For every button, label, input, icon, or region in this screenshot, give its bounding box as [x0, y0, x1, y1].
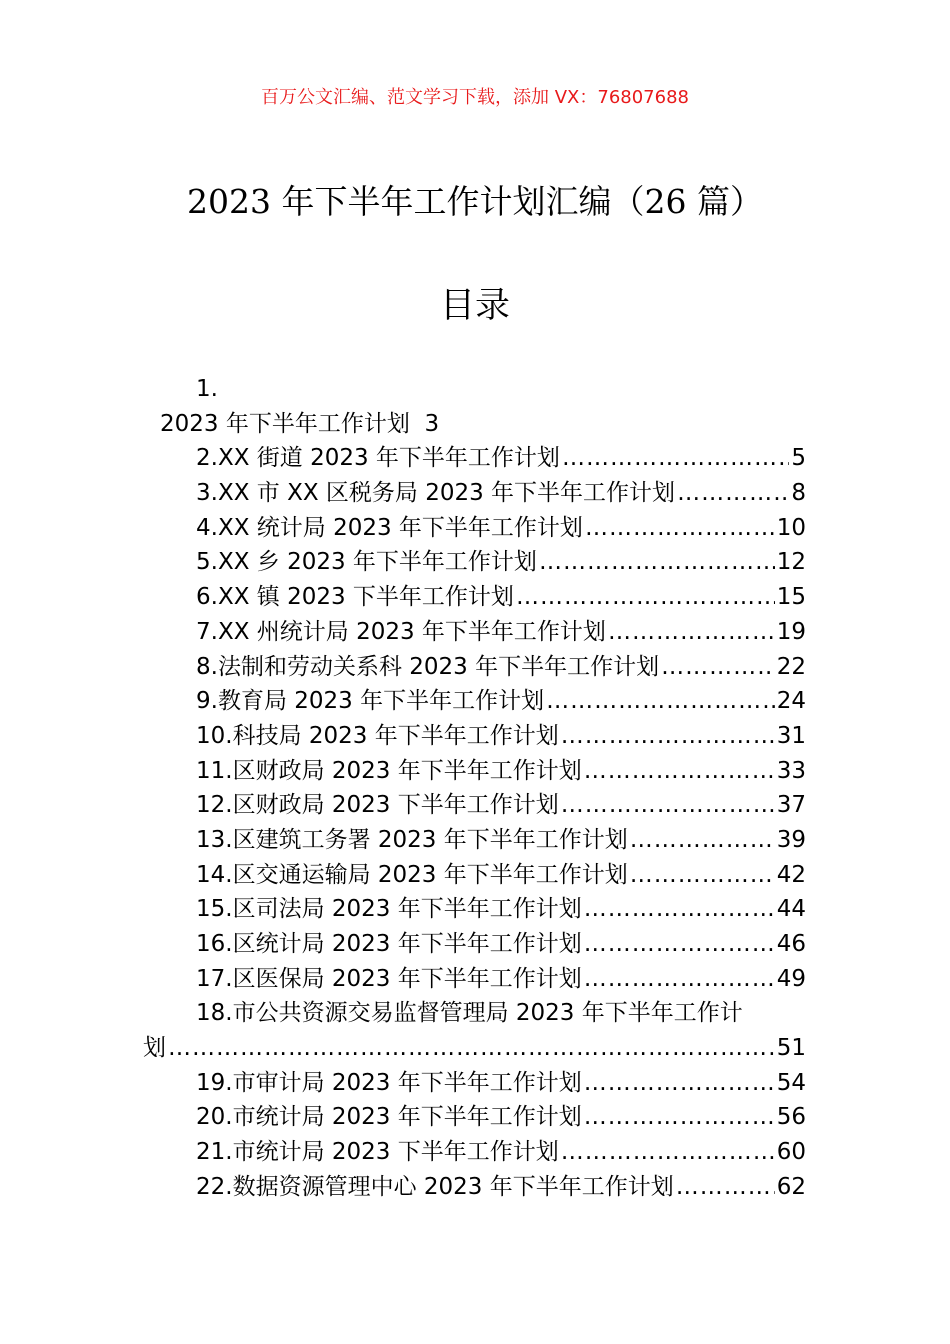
toc-entry-label[interactable]: 22.数据资源管理中心 2023 年下半年工作计划 — [196, 1173, 674, 1200]
toc-leader-dots — [546, 684, 775, 719]
toc-entry-label[interactable]: 16.区统计局 2023 年下半年工作计划 — [196, 931, 582, 957]
toc-entry-label[interactable]: 15.区司法局 2023 年下半年工作计划 — [196, 896, 582, 923]
toc-entry-label[interactable]: 14.区交通运输局 2023 年下半年工作计划 — [196, 861, 628, 888]
toc-leader-dots — [630, 823, 775, 858]
toc-entry[interactable] — [143, 754, 806, 789]
toc-leader-dots — [561, 788, 775, 823]
toc-entry-label[interactable]: 4.XX 统计局 2023 年下半年工作计划 — [196, 514, 583, 541]
toc-entry-page[interactable]: 24 — [776, 688, 806, 715]
toc-entry-label[interactable]: 7.XX 州统计局 2023 年下半年工作计划 — [196, 618, 606, 645]
toc-entry[interactable] — [143, 892, 806, 927]
toc-entry-18[interactable] — [143, 996, 806, 1031]
document-title: 2023 年下半年工作计划汇编（26 篇） — [187, 182, 763, 221]
toc-leader-dots — [584, 892, 775, 927]
toc-entry-page[interactable]: 22 — [776, 653, 806, 680]
toc-entry-page[interactable]: 62 — [776, 1173, 806, 1200]
toc-entry-label[interactable]: 19.市审计局 2023 年下半年工作计划 — [196, 1069, 582, 1096]
toc-entry-page[interactable]: 51 — [776, 1035, 806, 1062]
toc-entry[interactable] — [143, 580, 806, 615]
toc-leader-dots — [516, 580, 775, 615]
toc-entry-page[interactable]: 19 — [776, 618, 806, 645]
toc-leader-dots — [562, 441, 789, 476]
toc-entry-label[interactable]: 8.法制和劳动关系科 2023 年下半年工作计划 — [196, 653, 660, 680]
toc-entry-label[interactable]: 13.区建筑工务署 2023 年下半年工作计划 — [196, 826, 628, 853]
toc-leader-dots — [561, 719, 775, 754]
toc-leader-dots — [168, 1031, 775, 1066]
toc-entry[interactable] — [143, 650, 806, 685]
toc-entry-page[interactable]: 33 — [776, 757, 806, 784]
toc-entry-1[interactable] — [143, 407, 806, 442]
toc-entry-page[interactable]: 37 — [776, 792, 806, 819]
toc-entry[interactable] — [143, 858, 806, 893]
toc-leader-dots — [561, 1135, 775, 1170]
toc-entry-page[interactable]: 56 — [776, 1104, 806, 1131]
toc-entry[interactable] — [143, 476, 806, 511]
toc-entry-page[interactable]: 44 — [776, 896, 806, 923]
toc-entry-page[interactable]: 39 — [776, 826, 806, 853]
toc-entry-page[interactable]: 5 — [791, 445, 806, 472]
toc-entry[interactable] — [143, 441, 806, 476]
toc-entry-label[interactable]: 10.科技局 2023 年下半年工作计划 — [196, 722, 559, 749]
toc-entry[interactable] — [143, 1170, 806, 1205]
table-of-contents — [143, 372, 806, 1205]
toc-entry[interactable] — [143, 684, 806, 719]
toc-leader-dots — [676, 1170, 775, 1205]
toc-entry-label[interactable]: 12.区财政局 2023 下半年工作计划 — [196, 792, 559, 819]
toc-entry-label[interactable]: 18.市公共资源交易监督管理局 2023 年下半年工作计 — [196, 1000, 743, 1027]
toc-entry-page[interactable]: 3 — [424, 410, 440, 437]
toc-entry[interactable] — [143, 823, 806, 858]
toc-entry[interactable] — [143, 788, 806, 823]
toc-leader-dots — [584, 1100, 775, 1135]
toc-entry-page[interactable]: 10 — [776, 514, 806, 541]
toc-leader-dots — [585, 511, 775, 546]
toc-entry-label[interactable]: 9.教育局 2023 年下半年工作计划 — [196, 688, 545, 715]
toc-entry-page[interactable]: 12 — [776, 549, 806, 576]
toc-leader-dots — [630, 858, 775, 893]
toc-entry-page[interactable]: 42 — [776, 861, 806, 888]
toc-entry[interactable] — [143, 1066, 806, 1101]
toc-entry-page[interactable]: 60 — [776, 1139, 806, 1166]
toc-entry-18-continued[interactable] — [143, 1031, 806, 1066]
toc-entry-label-continued[interactable]: 划 — [143, 1035, 166, 1062]
toc-entry-page[interactable]: 49 — [776, 965, 806, 992]
toc-leader-dots — [608, 615, 775, 650]
toc-leader-dots — [584, 1066, 775, 1101]
toc-entry-label[interactable]: 20.市统计局 2023 年下半年工作计划 — [196, 1104, 582, 1131]
toc-leader-dots — [584, 927, 775, 962]
toc-entry[interactable] — [143, 1135, 806, 1170]
toc-entry-label[interactable]: 3.XX 市 XX 区税务局 2023 年下半年工作计划 — [196, 480, 676, 507]
toc-entry-label[interactable]: 17.区医保局 2023 年下半年工作计划 — [196, 965, 582, 992]
toc-entry-page[interactable]: 15 — [776, 584, 806, 611]
toc-entry[interactable] — [143, 615, 806, 650]
toc-entry-label[interactable]: 2.XX 街道 2023 年下半年工作计划 — [196, 445, 560, 472]
toc-entry[interactable] — [143, 545, 806, 580]
toc-leader-dots — [677, 476, 789, 511]
toc-entry-page[interactable]: 54 — [776, 1069, 806, 1096]
toc-entry-label[interactable]: 21.市统计局 2023 下半年工作计划 — [196, 1139, 559, 1166]
toc-entry[interactable] — [143, 719, 806, 754]
toc-entry[interactable] — [143, 962, 806, 997]
toc-entry-page[interactable]: 31 — [776, 722, 806, 749]
toc-entry-1-number-line — [143, 372, 806, 407]
toc-entry[interactable] — [143, 1100, 806, 1135]
toc-entry[interactable] — [143, 511, 806, 546]
toc-entry-number[interactable]: 1. — [196, 376, 218, 402]
toc-entry-page[interactable]: 8 — [791, 480, 806, 507]
toc-leader-dots — [539, 545, 775, 580]
toc-entry-label[interactable]: 2023 年下半年工作计划 — [160, 410, 410, 437]
toc-entry-page[interactable]: 46 — [776, 931, 806, 957]
toc-entry-label[interactable]: 11.区财政局 2023 年下半年工作计划 — [196, 757, 582, 784]
toc-leader-dots — [584, 962, 775, 997]
toc-entry-label[interactable]: 5.XX 乡 2023 年下半年工作计划 — [196, 549, 537, 576]
toc-leader-dots — [584, 754, 775, 789]
toc-heading: 目录 — [439, 286, 510, 326]
toc-leader-dots — [661, 650, 775, 685]
header-note: 百万公文汇编、范文学习下载，添加 VX：76807688 — [261, 87, 689, 108]
toc-entry[interactable] — [143, 927, 806, 962]
toc-entry-label[interactable]: 6.XX 镇 2023 下半年工作计划 — [196, 584, 514, 611]
